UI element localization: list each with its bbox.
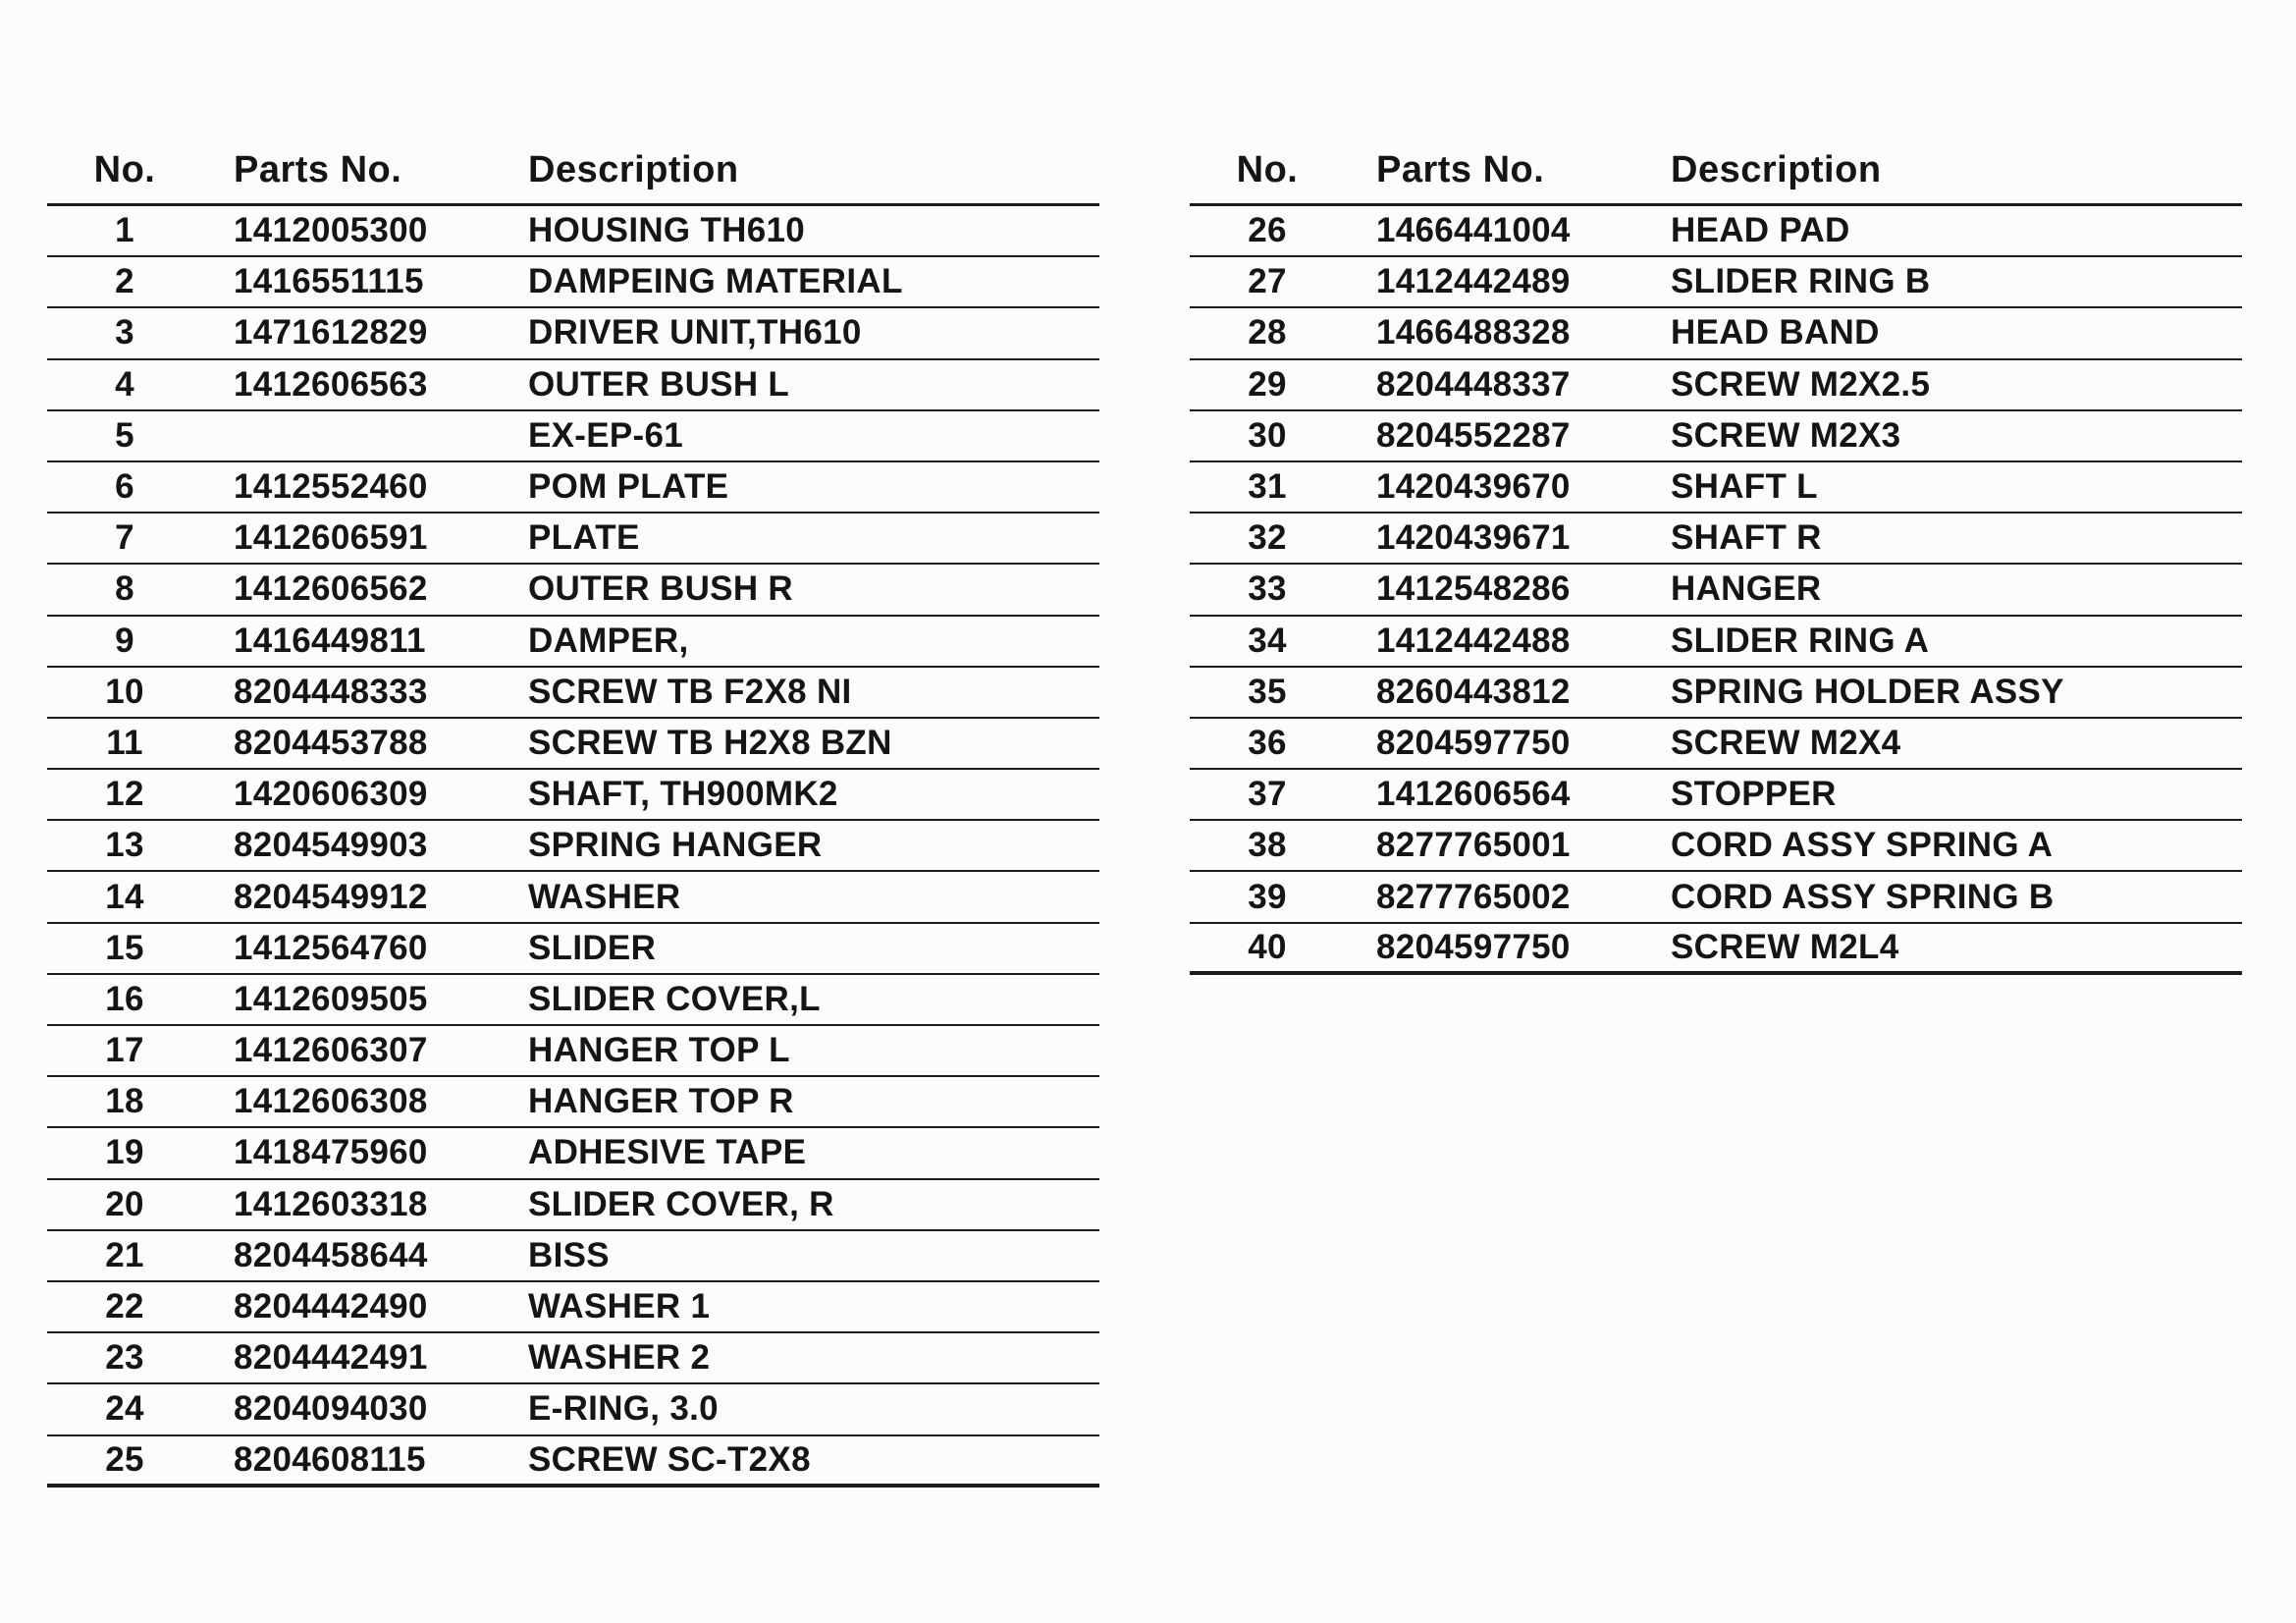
table-row <box>47 308 1099 359</box>
cell-description: PLATE <box>528 518 640 558</box>
cell-item-number: 8 <box>115 569 134 609</box>
table-row <box>47 1282 1099 1333</box>
header-no: No. <box>1236 149 1299 190</box>
cell-parts-number: 8260443812 <box>1376 672 1571 711</box>
cell-item-number: 3 <box>115 313 134 352</box>
cell-description: OUTER BUSH R <box>528 569 793 609</box>
cell-item-number: 37 <box>1248 775 1287 814</box>
cell-description: WASHER 2 <box>528 1338 711 1378</box>
table-row <box>1190 206 2242 257</box>
cell-parts-number: 1412606562 <box>234 569 428 609</box>
cell-item-number: 22 <box>105 1287 144 1326</box>
table-row <box>1190 872 2242 923</box>
cell-item-number: 5 <box>115 415 134 455</box>
cell-description: OUTER BUSH L <box>528 364 790 404</box>
table-row <box>47 975 1099 1026</box>
cell-item-number: 27 <box>1248 262 1287 301</box>
cell-description: SPRING HOLDER ASSY <box>1671 672 2064 711</box>
cell-description: SLIDER RING A <box>1671 621 1930 660</box>
cell-description: E-RING, 3.0 <box>528 1389 719 1429</box>
cell-parts-number: 1412609505 <box>234 979 428 1018</box>
table-row <box>47 1128 1099 1179</box>
cell-item-number: 32 <box>1248 518 1287 558</box>
cell-parts-number: 1412548286 <box>1376 569 1571 609</box>
cell-item-number: 31 <box>1248 467 1287 507</box>
cell-description: SLIDER COVER, R <box>528 1184 834 1223</box>
table-header <box>1190 137 2242 206</box>
table-row <box>47 617 1099 668</box>
cell-item-number: 10 <box>105 672 144 711</box>
table-row <box>1190 821 2242 872</box>
cell-description: SCREW TB H2X8 BZN <box>528 723 892 762</box>
cell-item-number: 33 <box>1248 569 1287 609</box>
table-row <box>1190 770 2242 821</box>
cell-parts-number: 8204549903 <box>234 826 428 865</box>
cell-description: SPRING HANGER <box>528 826 823 865</box>
table-row <box>47 411 1099 462</box>
table-row <box>1190 668 2242 719</box>
cell-item-number: 14 <box>105 877 144 916</box>
cell-description: HOUSING TH610 <box>528 211 806 250</box>
cell-parts-number: 8204608115 <box>234 1439 426 1479</box>
cell-item-number: 23 <box>105 1338 144 1378</box>
table-row <box>47 1231 1099 1282</box>
cell-parts-number: 1416449811 <box>234 621 426 660</box>
cell-item-number: 15 <box>105 928 144 967</box>
header-description: Description <box>528 149 739 190</box>
table-row <box>1190 565 2242 616</box>
cell-parts-number: 1412564760 <box>234 928 428 967</box>
cell-description: WASHER 1 <box>528 1287 711 1326</box>
cell-parts-number: 8277765001 <box>1376 826 1571 865</box>
cell-item-number: 12 <box>105 775 144 814</box>
cell-description: BISS <box>528 1235 610 1274</box>
cell-description: DAMPER, <box>528 621 689 660</box>
cell-description: SCREW M2L4 <box>1671 927 1899 966</box>
cell-parts-number: 1412442488 <box>1376 621 1571 660</box>
table-row <box>47 821 1099 872</box>
table-header <box>47 137 1099 206</box>
cell-item-number: 1 <box>115 211 134 250</box>
cell-parts-number: 8204442490 <box>234 1287 428 1326</box>
table-row <box>1190 924 2242 975</box>
cell-description: ADHESIVE TAPE <box>528 1133 807 1172</box>
cell-description: POM PLATE <box>528 467 729 507</box>
cell-item-number: 34 <box>1248 621 1287 660</box>
cell-parts-number: 1418475960 <box>234 1133 428 1172</box>
cell-description: DRIVER UNIT,TH610 <box>528 313 862 352</box>
cell-parts-number: 1412603318 <box>234 1184 428 1223</box>
cell-description: SCREW TB F2X8 NI <box>528 672 852 711</box>
cell-parts-number: 8204549912 <box>234 877 428 916</box>
table-row <box>47 924 1099 975</box>
header-parts-no: Parts No. <box>234 149 402 190</box>
cell-item-number: 7 <box>115 518 134 558</box>
cell-description: DAMPEING MATERIAL <box>528 262 903 301</box>
cell-parts-number: 1466488328 <box>1376 313 1571 352</box>
cell-description: SLIDER <box>528 928 657 967</box>
cell-parts-number: 1466441004 <box>1376 211 1571 250</box>
cell-parts-number: 8204458644 <box>234 1235 428 1274</box>
table-row <box>47 1077 1099 1128</box>
cell-description: SCREW SC-T2X8 <box>528 1439 811 1479</box>
table-row <box>47 1026 1099 1077</box>
cell-parts-number: 8204453788 <box>234 723 428 762</box>
cell-description: HANGER <box>1671 569 1822 609</box>
cell-item-number: 6 <box>115 467 134 507</box>
table-row <box>47 1384 1099 1435</box>
cell-parts-number: 1471612829 <box>234 313 428 352</box>
cell-parts-number: 8204448337 <box>1376 364 1571 404</box>
cell-item-number: 26 <box>1248 211 1287 250</box>
table-row <box>47 257 1099 308</box>
cell-parts-number: 1412606308 <box>234 1082 428 1121</box>
table-body <box>1190 206 2242 975</box>
cell-item-number: 25 <box>105 1439 144 1479</box>
cell-item-number: 35 <box>1248 672 1287 711</box>
cell-item-number: 21 <box>105 1235 144 1274</box>
cell-item-number: 2 <box>115 262 134 301</box>
table-row <box>47 872 1099 923</box>
cell-item-number: 38 <box>1248 826 1287 865</box>
table-row <box>1190 617 2242 668</box>
cell-description: SHAFT L <box>1671 467 1818 507</box>
cell-parts-number: 1412606591 <box>234 518 428 558</box>
cell-parts-number: 1420439671 <box>1376 518 1571 558</box>
cell-description: SCREW M2X2.5 <box>1671 364 1931 404</box>
table-row <box>47 770 1099 821</box>
cell-description: HEAD PAD <box>1671 211 1850 250</box>
table-row <box>47 206 1099 257</box>
table-row <box>1190 308 2242 359</box>
cell-description: SLIDER COVER,L <box>528 979 821 1018</box>
cell-parts-number: 1412606307 <box>234 1031 428 1070</box>
header-description: Description <box>1671 149 1882 190</box>
parts-table-right <box>1190 137 2242 975</box>
header-parts-no: Parts No. <box>1376 149 1545 190</box>
cell-parts-number: 8204094030 <box>234 1389 428 1429</box>
table-row <box>47 1436 1099 1488</box>
table-row <box>47 1180 1099 1231</box>
table-row <box>1190 360 2242 411</box>
cell-description: CORD ASSY SPRING B <box>1671 877 2055 916</box>
cell-parts-number: 1416551115 <box>234 262 424 301</box>
cell-parts-number: 1412442489 <box>1376 262 1571 301</box>
table-row <box>47 360 1099 411</box>
cell-item-number: 16 <box>105 979 144 1018</box>
cell-item-number: 19 <box>105 1133 144 1172</box>
table-row <box>47 462 1099 514</box>
cell-item-number: 18 <box>105 1082 144 1121</box>
cell-item-number: 29 <box>1248 364 1287 404</box>
cell-description: HANGER TOP L <box>528 1031 790 1070</box>
table-row <box>47 668 1099 719</box>
cell-item-number: 28 <box>1248 313 1287 352</box>
cell-description: SHAFT R <box>1671 518 1822 558</box>
table-body <box>47 206 1099 1488</box>
cell-parts-number: 1412606563 <box>234 364 428 404</box>
cell-description: WASHER <box>528 877 681 916</box>
table-row <box>1190 462 2242 514</box>
cell-parts-number: 1420606309 <box>234 775 428 814</box>
cell-item-number: 17 <box>105 1031 144 1070</box>
cell-description: SLIDER RING B <box>1671 262 1931 301</box>
cell-parts-number: 8204552287 <box>1376 415 1571 455</box>
cell-item-number: 4 <box>115 364 134 404</box>
cell-description: CORD ASSY SPRING A <box>1671 826 2054 865</box>
cell-description: HANGER TOP R <box>528 1082 794 1121</box>
table-row <box>47 514 1099 565</box>
table-row <box>1190 719 2242 770</box>
cell-item-number: 13 <box>105 826 144 865</box>
cell-description: SHAFT, TH900MK2 <box>528 775 838 814</box>
cell-item-number: 30 <box>1248 415 1287 455</box>
cell-parts-number: 1412606564 <box>1376 775 1571 814</box>
cell-description: SCREW M2X4 <box>1671 723 1901 762</box>
cell-parts-number: 8204442491 <box>234 1338 428 1378</box>
cell-item-number: 24 <box>105 1389 144 1429</box>
cell-parts-number: 1412005300 <box>234 211 428 250</box>
table-row <box>47 719 1099 770</box>
cell-parts-number: 1420439670 <box>1376 467 1571 507</box>
cell-parts-number: 1412552460 <box>234 467 428 507</box>
cell-item-number: 20 <box>105 1184 144 1223</box>
cell-description: STOPPER <box>1671 775 1837 814</box>
cell-description: HEAD BAND <box>1671 313 1880 352</box>
table-row <box>47 565 1099 616</box>
cell-parts-number: 8204448333 <box>234 672 428 711</box>
cell-description: SCREW M2X3 <box>1671 415 1901 455</box>
table-row <box>1190 411 2242 462</box>
cell-item-number: 11 <box>106 723 143 762</box>
cell-item-number: 40 <box>1248 927 1287 966</box>
cell-parts-number: 8204597750 <box>1376 927 1571 966</box>
header-no: No. <box>93 149 156 190</box>
parts-table-left <box>47 137 1099 1488</box>
cell-description: EX-EP-61 <box>528 415 684 455</box>
cell-parts-number: 8277765002 <box>1376 877 1571 916</box>
cell-parts-number: 8204597750 <box>1376 723 1571 762</box>
table-row <box>47 1333 1099 1384</box>
table-row <box>1190 257 2242 308</box>
cell-item-number: 36 <box>1248 723 1287 762</box>
cell-item-number: 39 <box>1248 877 1287 916</box>
table-row <box>1190 514 2242 565</box>
cell-item-number: 9 <box>115 621 134 660</box>
